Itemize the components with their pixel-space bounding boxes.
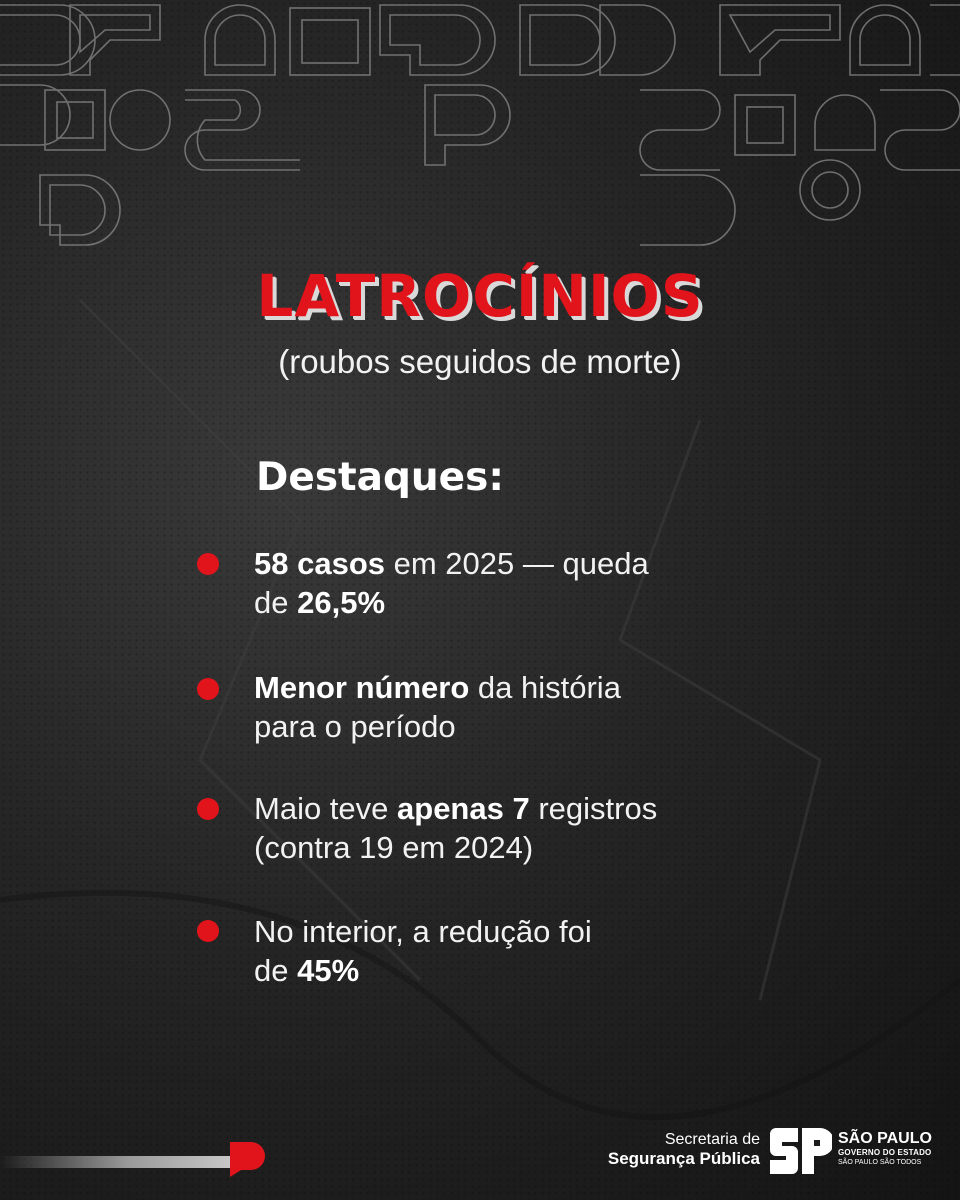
item-emphasis: 26,5%: [297, 585, 386, 620]
bullet-dot: [197, 920, 219, 942]
item-emphasis: 58 casos: [254, 546, 385, 581]
secretaria-line2: Segurança Pública: [607, 1149, 760, 1168]
secretaria-line1: Secretaria de: [664, 1131, 760, 1148]
highlights-heading: Destaques:: [256, 455, 504, 500]
decorative-outline-pattern: [0, 0, 960, 250]
page-title: LATROCÍNIOS: [256, 262, 704, 330]
government-label: [838, 1130, 932, 1167]
gov-subtitle: GOVERNO DO ESTADO: [838, 1148, 932, 1157]
gov-slogan: SÃO PAULO SÃO TODOS: [838, 1159, 922, 1166]
item-emphasis: apenas 7: [397, 791, 530, 826]
bullet-dot: [197, 798, 219, 820]
item-emphasis: 45%: [297, 953, 360, 988]
speech-bubble-logo-icon: [227, 1140, 267, 1178]
item-text: em 2025 — queda: [385, 546, 649, 581]
secretaria-label: [598, 1130, 760, 1168]
item-emphasis: Menor número: [254, 670, 470, 705]
item-text: No interior, a redução foi: [254, 914, 592, 949]
sp-logo-icon: [768, 1128, 832, 1174]
item-text: registros: [529, 791, 658, 826]
item-text: de: [254, 953, 298, 988]
highlight-item: [254, 789, 774, 867]
bullet-dot: [197, 678, 219, 700]
item-text: da história: [469, 670, 621, 705]
highlight-item: [254, 668, 774, 746]
highlight-item: [254, 912, 774, 990]
item-text: de: [254, 585, 298, 620]
item-text: Maio teve: [254, 791, 398, 826]
page-subtitle: (roubos seguidos de morte): [278, 343, 682, 380]
gov-state-name: SÃO PAULO: [838, 1130, 932, 1147]
bullet-dot: [197, 553, 219, 575]
item-text: (contra 19 em 2024): [254, 830, 534, 865]
footer-gradient-bar: [0, 1156, 232, 1168]
highlight-item: [254, 544, 774, 622]
item-text: para o período: [254, 709, 456, 744]
